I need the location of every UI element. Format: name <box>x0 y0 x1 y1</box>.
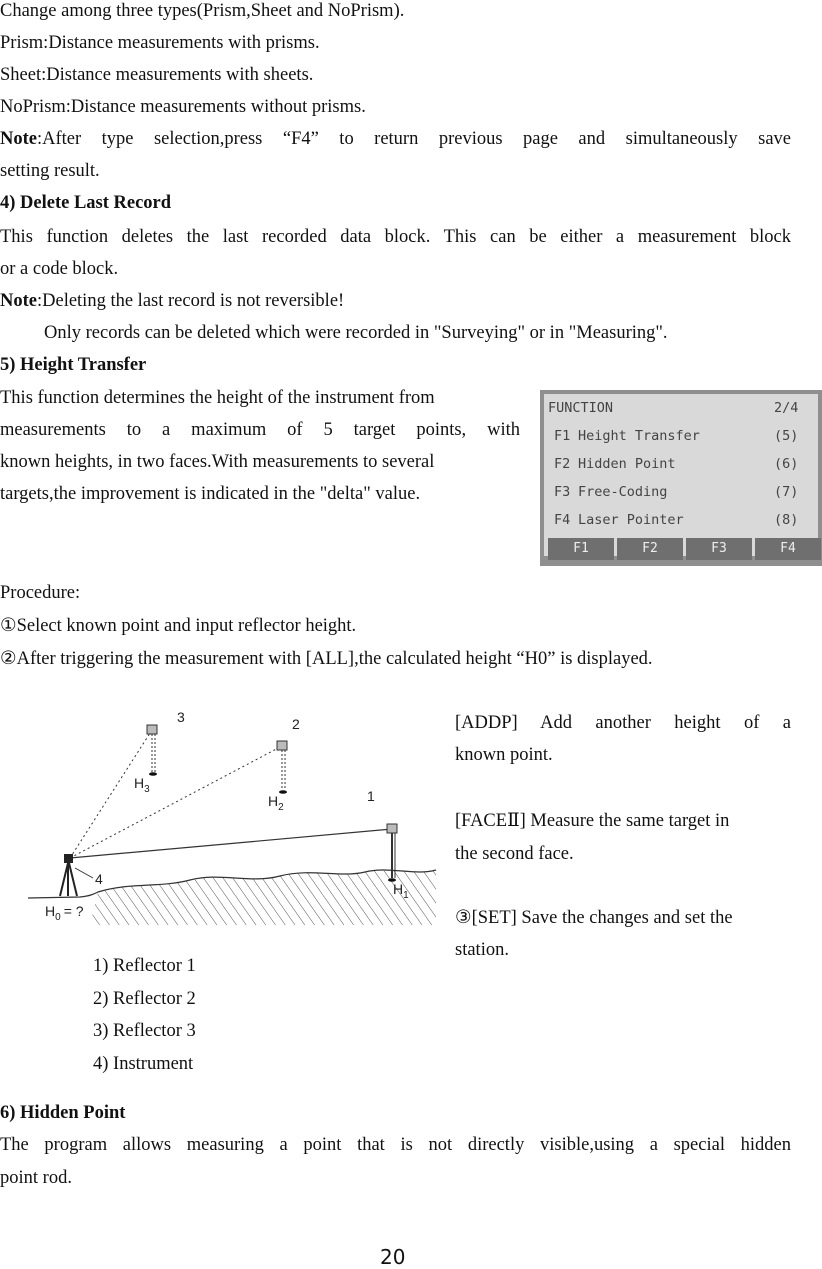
lcd-item-label: Height Transfer <box>578 428 700 444</box>
lcd-item-label: Hidden Point <box>578 456 676 472</box>
text-line: [ADDP] Add another height of a <box>455 713 791 733</box>
note-label: Note <box>0 129 37 149</box>
softkey-f1: F1 <box>548 538 614 560</box>
text-line: This function determines the height of the instrument from <box>0 388 435 408</box>
label-2: 2 <box>292 716 300 732</box>
lcd-item-key: F1 <box>554 428 571 444</box>
softkey-f3: F3 <box>686 538 752 560</box>
text-line: Only records can be deleted which were recorded in "Surveying" or in "Measuring". <box>44 323 668 343</box>
lcd-item-key: F2 <box>554 456 571 472</box>
label-h1: $H_1$ <box>393 881 409 901</box>
legend-item: 1) Reflector 1 <box>93 956 196 976</box>
softkey-f2: F2 <box>617 538 683 560</box>
section-heading: 6) Hidden Point <box>0 1103 126 1123</box>
label-h3: $H_3$ <box>134 775 150 795</box>
text-line: point rod. <box>0 1168 72 1188</box>
text-line: Prism:Distance measurements with prisms. <box>0 33 320 53</box>
softkey-f4: F4 <box>755 538 821 560</box>
reflector-3 <box>147 725 157 734</box>
lcd-item-num: (5) <box>774 428 799 444</box>
lcd-item-num: (8) <box>774 512 799 528</box>
reflector-1 <box>387 824 397 833</box>
lcd-item-label: Free-Coding <box>578 484 668 500</box>
label-4: 4 <box>95 871 103 887</box>
text-line: Procedure: <box>0 583 81 603</box>
sight-line-1 <box>70 829 392 858</box>
sight-line-3 <box>70 730 152 858</box>
instrument-icon <box>60 854 77 896</box>
lcd-item-label: Laser Pointer <box>578 512 684 528</box>
reflector-2 <box>277 741 287 750</box>
leader-line-4 <box>75 868 93 878</box>
label-h2: $H_2$ <box>268 793 284 813</box>
lcd-display <box>544 394 818 556</box>
text-line: setting result. <box>0 161 100 181</box>
note-label: Note <box>0 291 37 311</box>
text-line: targets,the improvement is indicated in the "delta" value. <box>0 484 421 504</box>
point-3 <box>149 772 157 776</box>
text-line: known point. <box>455 745 553 765</box>
text-line: The program allows measuring a point that is not directly visible,using a special hidden <box>0 1135 791 1155</box>
lcd-page: 2/4 <box>774 400 799 416</box>
legend-item: 2) Reflector 2 <box>93 989 196 1009</box>
lcd-screen <box>540 390 822 566</box>
label-3: 3 <box>177 709 185 725</box>
lcd-item-key: F3 <box>554 484 571 500</box>
label-1: 1 <box>367 788 375 804</box>
lcd-item-num: (7) <box>774 484 799 500</box>
point-2 <box>279 790 287 794</box>
text-line: known heights, in two faces.With measurements to several <box>0 452 435 472</box>
text-line: [FACEⅡ] Measure the same target in <box>455 811 730 831</box>
text-line: or a code block. <box>0 259 119 279</box>
height-transfer-diagram <box>20 700 440 935</box>
note-line <box>0 290 344 312</box>
text-line: Change among three types(Prism,Sheet and NoPrism). <box>0 1 405 21</box>
note-text: :Deleting the last record is not reversible! <box>36 291 345 311</box>
note-line <box>0 128 791 150</box>
section-heading: 5) Height Transfer <box>0 355 147 375</box>
text-line: NoPrism:Distance measurements without prisms. <box>0 97 366 117</box>
lcd-item-num: (6) <box>774 456 799 472</box>
lcd-item-key: F4 <box>554 512 571 528</box>
procedure-step: ②After triggering the measurement with [ALL],the calculated height “H0” is displayed. <box>0 649 653 669</box>
page-number: 20 <box>380 1245 406 1269</box>
procedure-step: ③[SET] Save the changes and set the <box>455 908 733 928</box>
text-line: Sheet:Distance measurements with sheets. <box>0 65 314 85</box>
text-line: station. <box>455 940 509 960</box>
lcd-title: FUNCTION <box>548 400 614 416</box>
text-line: the second face. <box>455 844 574 864</box>
legend-item: 4) Instrument <box>93 1054 194 1074</box>
section-heading: 4) Delete Last Record <box>0 193 172 213</box>
label-h0: $H_0$ = ? <box>45 903 84 923</box>
note-text: :After type selection,press “F4” to return previous page and simultaneously save <box>36 129 791 149</box>
text-line: This function deletes the last recorded data block. This can be either a measurement block <box>0 227 791 247</box>
legend-item: 3) Reflector 3 <box>93 1021 196 1041</box>
procedure-step: ①Select known point and input reflector height. <box>0 616 357 636</box>
text-line: measurements to a maximum of 5 target points, with <box>0 420 520 440</box>
